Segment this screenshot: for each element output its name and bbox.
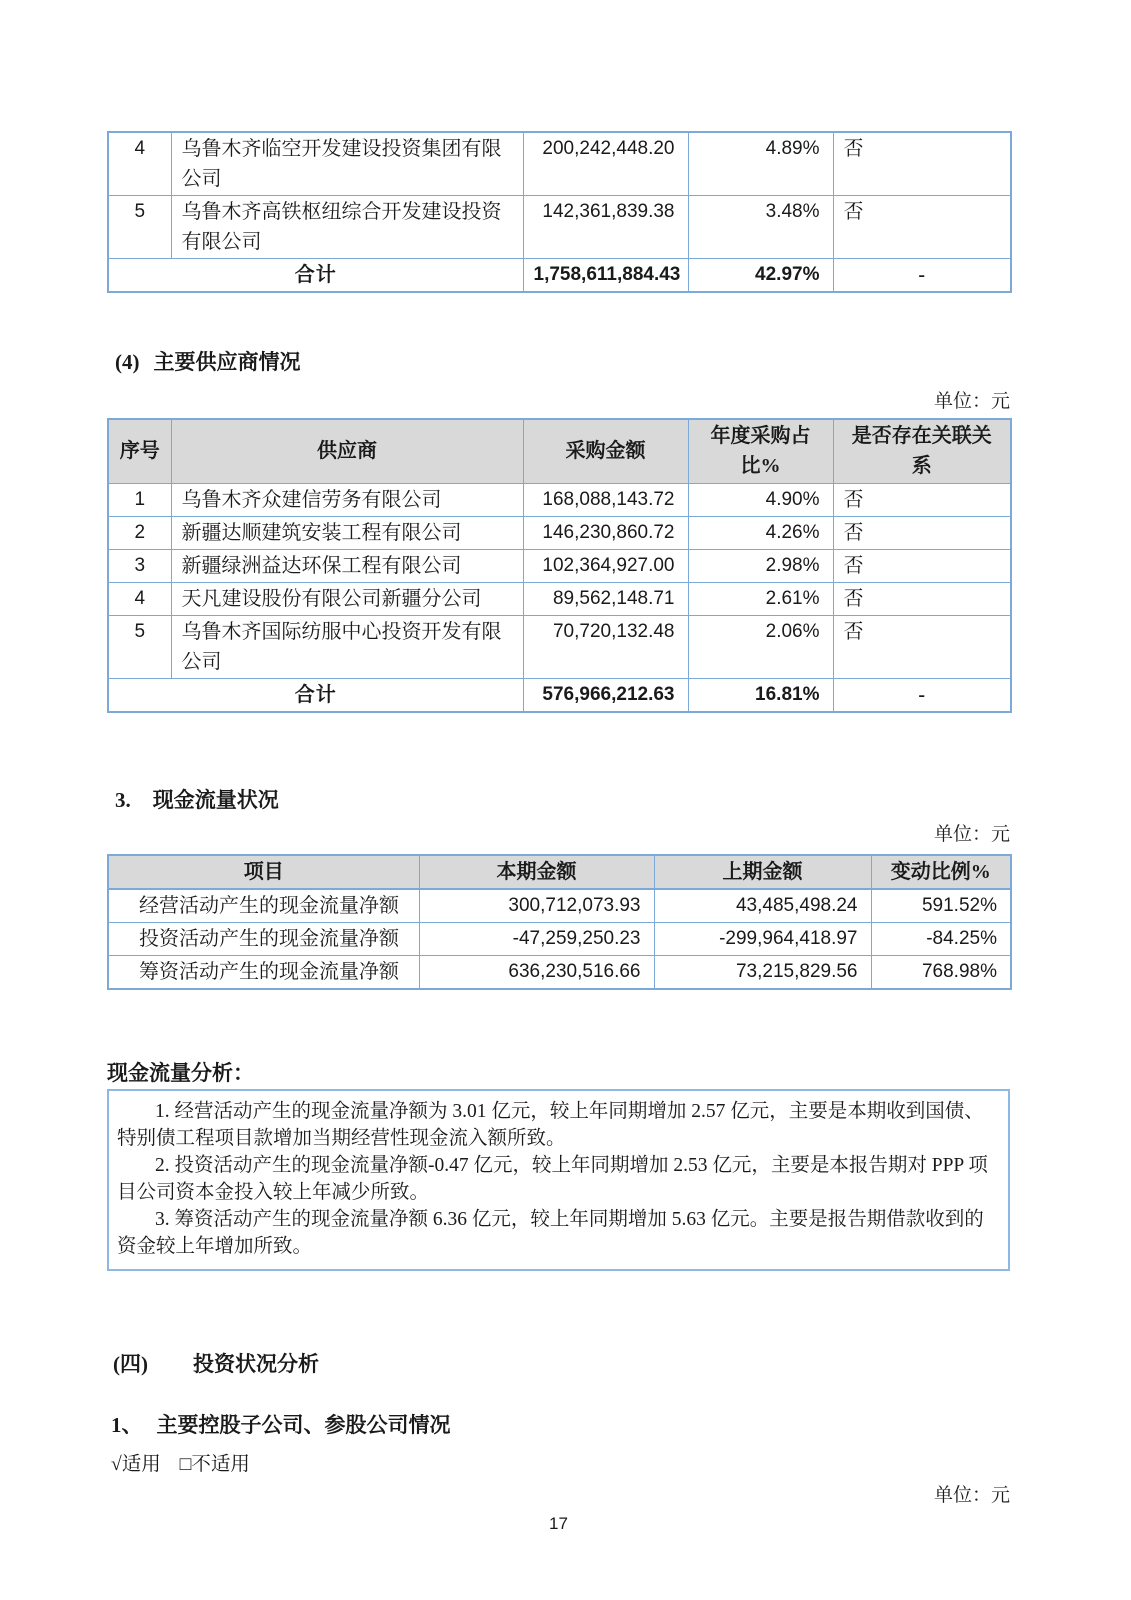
total-label: 合计 (108, 678, 523, 712)
unit-label: 单位：元 (933, 391, 1010, 412)
supplier-name: 天凡建设股份有限公司新疆分公司 (171, 582, 523, 615)
analysis-line: 2. 投资活动产生的现金流量净额-0.47 亿元，较上年同期增加 2.53 亿元，主要是本报告期对 PPP 项 (155, 1154, 988, 1176)
supplier-name: 新疆绿洲益达环保工程有限公司 (171, 549, 523, 582)
row-number: 4 (108, 582, 171, 615)
row-number: 3 (108, 549, 171, 582)
section-heading-suppliers (107, 349, 1010, 375)
section-heading-investment (107, 1351, 1010, 1377)
total-ratio: 16.81% (688, 678, 833, 712)
previous-amount: 73,215,829.56 (654, 955, 871, 989)
row-number: 1 (108, 483, 171, 516)
table-row (108, 582, 1011, 615)
previous-amount: 43,485,498.24 (654, 889, 871, 923)
customer-name: 乌鲁木齐临空开发建设投资集团有限公司 (171, 132, 523, 196)
supplier-name: 乌鲁木齐众建信劳务有限公司 (171, 483, 523, 516)
row-number: 5 (108, 196, 171, 259)
analysis-line: 1. 经营活动产生的现金流量净额为 3.01 亿元，较上年同期增加 2.57 亿元，主要是本期收到国债、 (155, 1100, 984, 1122)
table-row (108, 955, 1011, 989)
purchase-ratio: 2.06% (688, 615, 833, 678)
total-amount: 576,966,212.63 (523, 678, 688, 712)
table-row (108, 483, 1011, 516)
section-number: (4) (115, 350, 140, 374)
top-customers-table-continued (107, 131, 1012, 293)
current-amount: -47,259,250.23 (419, 922, 654, 955)
col-header-current: 本期金额 (419, 855, 654, 889)
cashflow-item: 投资活动产生的现金流量净额 (108, 922, 419, 955)
purchase-ratio: 2.61% (688, 582, 833, 615)
previous-amount: -299,964,418.97 (654, 922, 871, 955)
supplier-name: 乌鲁木齐国际纺服中心投资开发有限公司 (171, 615, 523, 678)
purchase-amount: 146,230,860.72 (523, 516, 688, 549)
related-party-flag: 否 (833, 483, 1011, 516)
suppliers-table (107, 418, 1012, 713)
related-party-flag: 否 (833, 196, 1011, 259)
col-header-item: 项目 (108, 855, 419, 889)
related-party-flag: 否 (833, 549, 1011, 582)
purchase-ratio: 4.26% (688, 516, 833, 549)
total-row (108, 259, 1011, 293)
col-header-seq: 序号 (108, 419, 171, 483)
table-row (108, 516, 1011, 549)
header-row (108, 419, 1011, 483)
total-ratio: 42.97% (688, 259, 833, 293)
total-row (108, 678, 1011, 712)
applicability-line (107, 1454, 1010, 1475)
customer-name: 乌鲁木齐高铁枢纽综合开发建设投资有限公司 (171, 196, 523, 259)
purchase-amount: 168,088,143.72 (523, 483, 688, 516)
current-amount: 636,230,516.66 (419, 955, 654, 989)
table-row (108, 549, 1011, 582)
current-amount: 300,712,073.93 (419, 889, 654, 923)
row-number: 4 (108, 132, 171, 196)
col-header-previous: 上期金额 (654, 855, 871, 889)
unit-label: 单位：元 (933, 1484, 1010, 1506)
applicable-option: √适用 (111, 1453, 161, 1475)
section-number: (四) (113, 1351, 148, 1376)
row-number: 5 (108, 615, 171, 678)
cashflow-item: 筹资活动产生的现金流量净额 (108, 955, 419, 989)
supplier-name: 新疆达顺建筑安装工程有限公司 (171, 516, 523, 549)
section-title: 现金流量状况 (152, 787, 279, 812)
analysis-line: 目公司资本金投入较上年减少所致。 (117, 1181, 430, 1203)
change-ratio: 768.98% (871, 955, 1011, 989)
change-ratio: -84.25% (871, 922, 1011, 955)
unit-label: 单位：元 (933, 823, 1010, 845)
sales-amount: 142,361,839.38 (523, 196, 688, 259)
total-related: - (833, 259, 1011, 293)
col-header-ratio (688, 419, 833, 483)
analysis-box (107, 1089, 1010, 1271)
purchase-ratio: 4.90% (688, 483, 833, 516)
table-row (108, 132, 1011, 196)
page-number: 17 (549, 1513, 568, 1533)
subsection-heading-subsidiaries (107, 1412, 1010, 1438)
col-header-amount: 采购金额 (523, 419, 688, 483)
subsection-title: 主要控股子公司、参股公司情况 (156, 1412, 451, 1437)
change-ratio: 591.52% (871, 889, 1011, 923)
related-party-flag: 否 (833, 132, 1011, 196)
purchase-amount: 70,720,132.48 (523, 615, 688, 678)
subsection-number: 1、 (111, 1412, 143, 1437)
col-header-change: 变动比例% (871, 855, 1011, 889)
section-title: 投资状况分析 (193, 1351, 319, 1376)
table-row (108, 615, 1011, 678)
total-label: 合计 (108, 259, 523, 293)
col-header-related: 是否存在关联关系 (833, 419, 1011, 483)
purchase-amount: 89,562,148.71 (523, 582, 688, 615)
sales-ratio: 3.48% (688, 196, 833, 259)
cashflow-table (107, 854, 1012, 990)
cashflow-item: 经营活动产生的现金流量净额 (108, 889, 419, 923)
analysis-line: 特别债工程项目款增加当期经营性现金流入额所致。 (117, 1127, 566, 1149)
sales-amount: 200,242,448.20 (523, 132, 688, 196)
row-number: 2 (108, 516, 171, 549)
section-heading-cashflow (107, 787, 1010, 813)
sales-ratio: 4.89% (688, 132, 833, 196)
analysis-line: 3. 筹资活动产生的现金流量净额 6.36 亿元，较上年同期增加 5.63 亿元。主要是报告期借款收到的 (155, 1208, 984, 1230)
purchase-amount: 102,364,927.00 (523, 549, 688, 582)
table-row (108, 196, 1011, 259)
total-amount: 1,758,611,884.43 (523, 259, 688, 293)
table-row (108, 922, 1011, 955)
table-row (108, 889, 1011, 923)
related-party-flag: 否 (833, 516, 1011, 549)
related-party-flag: 否 (833, 615, 1011, 678)
total-related: - (833, 678, 1011, 712)
analysis-heading: 现金流量分析： (107, 1060, 254, 1085)
section-number: 3. (115, 787, 131, 812)
col-header-supplier: 供应商 (171, 419, 523, 483)
not-applicable-option: □不适用 (179, 1453, 250, 1475)
col-header-ratio-text: 年度采购占比% (710, 425, 811, 478)
section-title: 主要供应商情况 (153, 350, 301, 374)
purchase-ratio: 2.98% (688, 549, 833, 582)
analysis-line: 资金较上年增加所致。 (117, 1235, 313, 1257)
header-row (108, 855, 1011, 889)
related-party-flag: 否 (833, 582, 1011, 615)
